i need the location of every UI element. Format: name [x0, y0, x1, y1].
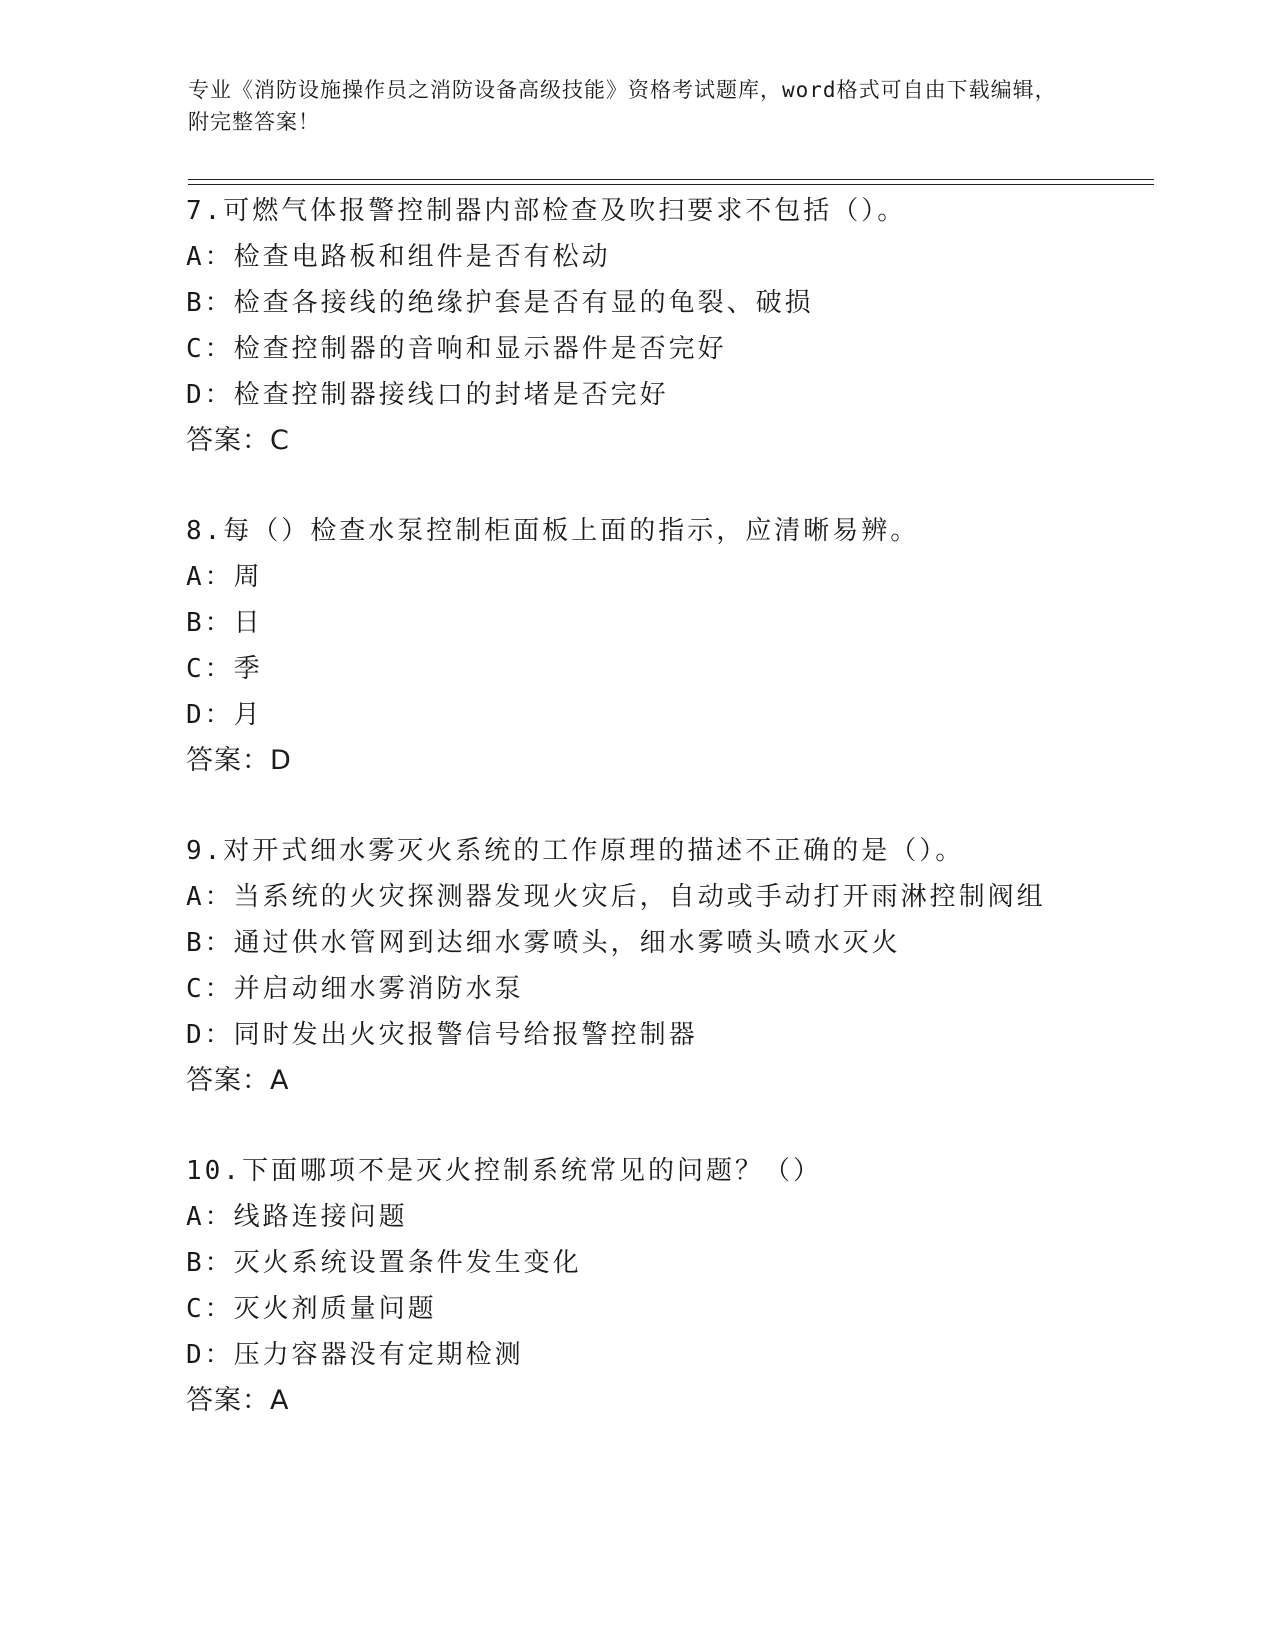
option-b: B：检查各接线的绝缘护套是否有显的龟裂、破损: [186, 288, 814, 318]
option-b: B：灭火系统设置条件发生变化: [186, 1248, 582, 1278]
option-d: D：月: [186, 700, 263, 730]
document-header: 专业《消防设施操作员之消防设备高级技能》资格考试题库，word格式可自由下载编辑，附完整答案！: [188, 78, 1057, 134]
option-a: A：线路连接问题: [186, 1202, 408, 1232]
question-stem: 10.下面哪项不是灭火控制系统常见的问题？（）: [186, 1156, 822, 1186]
answer-line: 答案：C: [186, 425, 290, 456]
question-stem: 8.每（）检查水泵控制柜面板上面的指示，应清晰易辨。: [186, 516, 920, 546]
answer-line: 答案：A: [186, 1385, 290, 1416]
question-stem: 9.对开式细水雾灭火系统的工作原理的描述不正确的是（）。: [186, 836, 965, 866]
question-block: [186, 508, 1186, 784]
question-block: [186, 828, 1186, 1104]
option-d: D：检查控制器接线口的封堵是否完好: [186, 380, 669, 410]
option-d: D：同时发出火灾报警信号给报警控制器: [186, 1020, 698, 1050]
option-c: C：季: [186, 654, 263, 684]
option-a: A：周: [186, 562, 263, 592]
answer-line: 答案：A: [186, 1065, 290, 1096]
option-a: A：检查电路板和组件是否有松动: [186, 242, 611, 272]
header-divider-top: [188, 179, 1154, 180]
option-c: C：并启动细水雾消防水泵: [186, 974, 524, 1004]
answer-line: 答案：D: [186, 745, 292, 776]
option-b: B：日: [186, 608, 263, 638]
question-block: [186, 188, 1186, 464]
question-stem: 7.可燃气体报警控制器内部检查及吹扫要求不包括（）。: [186, 196, 907, 226]
option-c: C：检查控制器的音响和显示器件是否完好: [186, 334, 727, 364]
option-b: B：通过供水管网到达细水雾喷头，细水雾喷头喷水灭火: [186, 928, 901, 958]
option-c: C：灭火剂质量问题: [186, 1294, 437, 1324]
question-block: [186, 1148, 1186, 1424]
option-d: D：压力容器没有定期检测: [186, 1340, 524, 1370]
header-divider-bottom: [188, 184, 1154, 185]
option-a: A：当系统的火灾探测器发现火灾后，自动或手动打开雨淋控制阀组: [186, 882, 1046, 912]
